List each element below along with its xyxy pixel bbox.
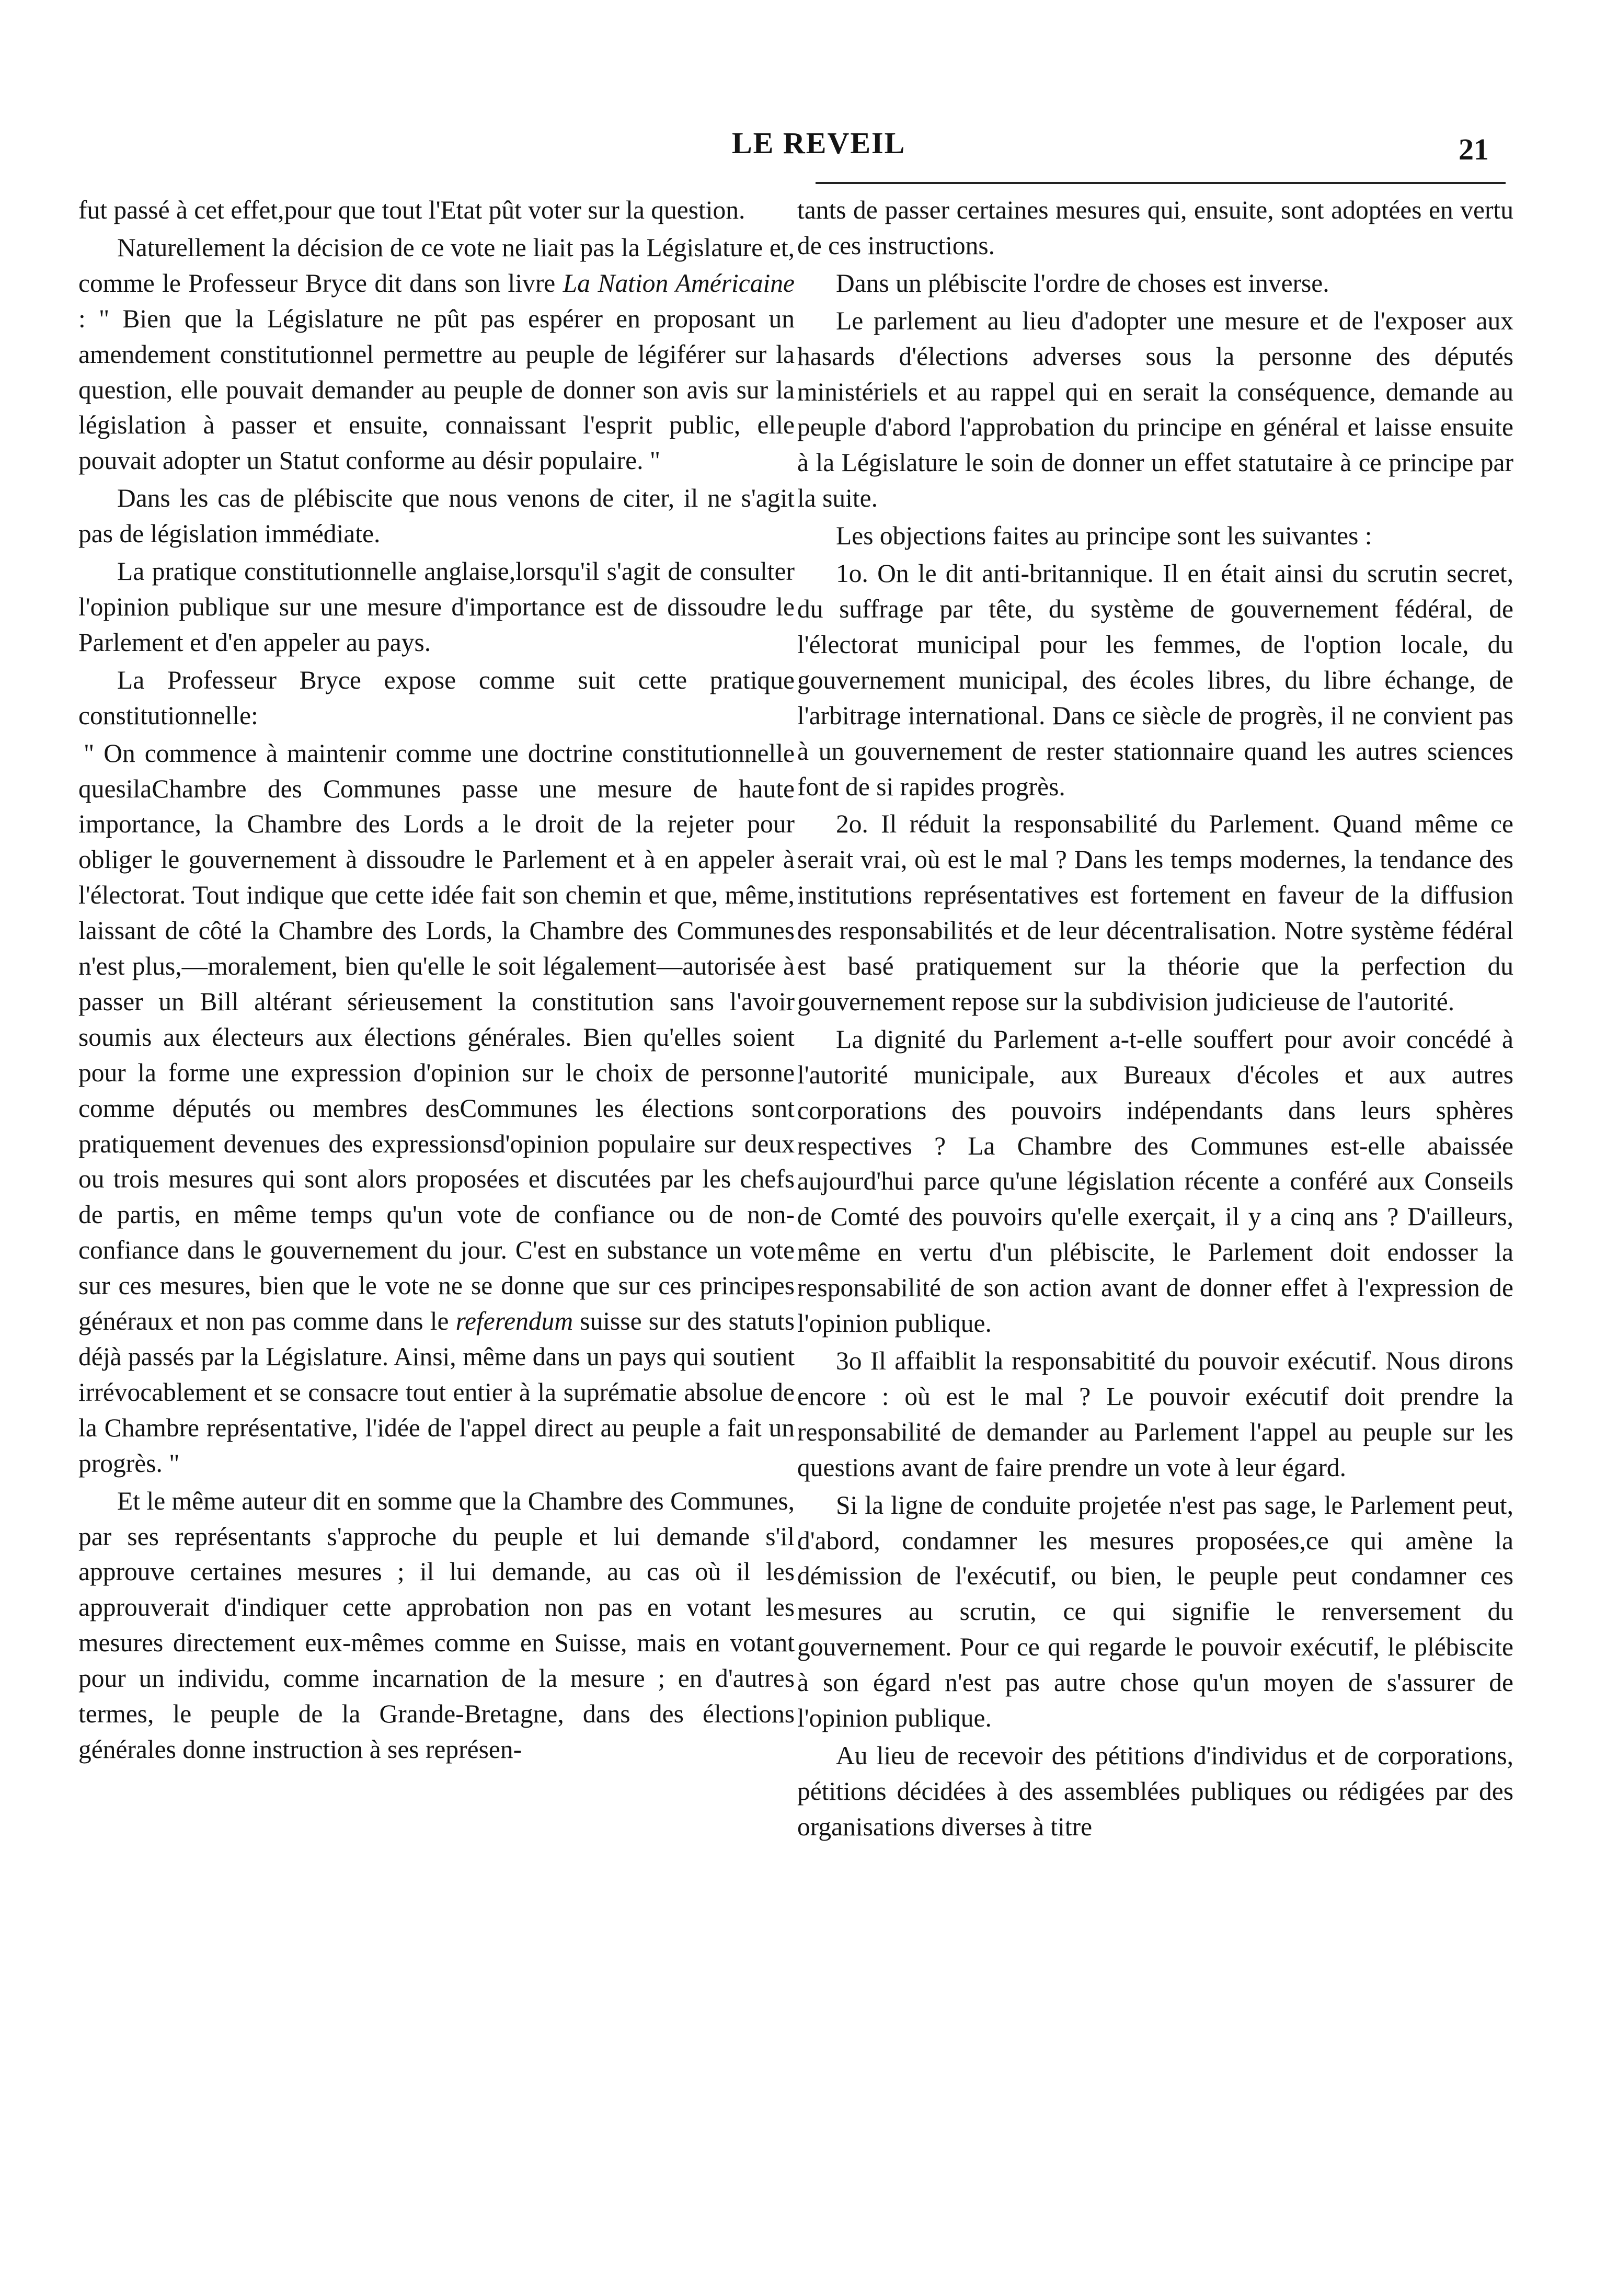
paragraph: 1o. On le dit anti-britannique. Il en était ainsi du scrutin secret, du suffrage par tête, du système de gouvernement fédéral, de l'électorat municipal pour les femmes, de l'option locale, du gouvernement municipal, des écoles libres, du libre échange, de l'arbitrage international. Dans ce siècle de progrès, il ne convient pas à un gouvernement de rester stationnaire quand les autres sciences font de si rapides progrès. xyxy=(797,559,1513,801)
right-column xyxy=(797,192,1513,1847)
left-column xyxy=(78,192,795,1769)
paragraph: fut passé à cet effet,pour que tout l'Etat pût voter sur la question. xyxy=(78,196,745,224)
paragraph: La pratique constitutionnelle anglaise,lorsqu'il s'agit de consulter l'opinion publique sur une mesure d'importance est de dissoudre le Parlement et d'en appeler au pays. xyxy=(78,557,795,657)
paragraph xyxy=(78,230,795,478)
text-run: : " Bien que la Législature ne pût pas espérer en proposant un amendement constitutionnel permettre au peuple de légiférer sur la question, elle pouvait demander au peuple de donner son avis sur la législation à passer et ensuite, connaissant l'esprit public, elle pouvait adopter un Statut conforme au désir populaire. " xyxy=(78,304,795,475)
book-title: La Nation Américaine xyxy=(563,268,795,298)
page-number: 21 xyxy=(1459,132,1489,166)
paragraph: tants de passer certaines mesures qui, ensuite, sont adoptées en vertu de ces instructions. xyxy=(797,196,1513,260)
quotation-paragraph xyxy=(78,736,795,1481)
text-run: suisse sur des statuts déjà passés par la Législature. Ainsi, même dans un pays qui soutient irrévocablement et se consacre tout entier à la suprématie absolue de la Chambre représentative, l'idée de l'appel direct au peuple a fait un progrès. " xyxy=(78,1307,795,1478)
text-run: " On commence à maintenir comme une doctrine constitutionnelle quesilaChambre des Communes passe une mesure de haute importance, la Chambre des Lords a le droit de la rejeter pour obliger le gouvernement à dissoudre le Parlement et à en appeler à l'électorat. Tout indique que cette idée fait son chemin et que, même, laissant de côté la Chambre des Lords, la Chambre des Communes n'est plus,—moralement, bien qu'elle le soit légalement—autorisée à passer un Bill altérant sérieusement la constitution sans l'avoir soumis aux électeurs aux élections générales. Bien qu'elles soient pour la forme une expression d'opinion sur le choix de personne comme députés ou membres desCommunes les élections sont pratiquement devenues des expressionsd'opinion populaire sur deux ou trois mesures qui sont alors proposées et discutées par les chefs de partis, en même temps qu'un vote de confiance ou de non-confiance dans le gouvernement du jour. C'est en substance un vote sur ces mesures, bien que le vote ne se donne que sur ces principes généraux et non pas comme dans le xyxy=(78,738,795,1336)
paragraph: La dignité du Parlement a-t-elle souffert pour avoir concédé à l'autorité municipale, aux Bureaux d'écoles et aux autres corporations des pouvoirs indépendants dans leurs sphères respectives ? La Chambre des Communes est-elle abaissée aujourd'hui parce qu'une législation récente a conféré aux Conseils de Comté des pouvoirs qu'elle exerçait, il y a cinq ans ? D'ailleurs, même en vertu d'un plébiscite, le Parlement doit endosser la responsabilité de son action avant de donner effet à l'expression de l'opinion publique. xyxy=(797,1024,1513,1338)
paragraph: 3o Il affaiblit la responsabitité du pouvoir exécutif. Nous dirons encore : où est le mal ? Le pouvoir exécutif doit prendre la responsabilité de demander au Parlement l'appel au peuple sur les questions avant de faire prendre un vote à leur égard. xyxy=(797,1346,1513,1482)
paragraph: Si la ligne de conduite projetée n'est pas sage, le Parlement peut, d'abord, condamner les mesures proposées,ce qui amène la démission de l'exécutif, ou bien, le peuple peut condamner ces mesures au scrutin, ce qui signifie le renversement du gouvernement. Pour ce qui regarde le pouvoir exécutif, le plébiscite à son égard n'est pas autre chose qu'un moyen de s'assurer de l'opinion publique. xyxy=(797,1490,1513,1733)
paragraph: Dans un plébiscite l'ordre de choses est inverse. xyxy=(836,268,1329,298)
paragraph: Au lieu de recevoir des pétitions d'individus et de corporations, pétitions décidées à des assemblées publiques ou rédigées par des organisations diverses à titre xyxy=(797,1741,1513,1841)
paragraph: La Professeur Bryce expose comme suit cette pratique constitutionnelle: xyxy=(78,665,795,730)
italic-term: referendum xyxy=(455,1307,573,1336)
paragraph: Et le même auteur dit en somme que la Chambre des Communes, par ses représentants s'approche du peuple et lui demande s'il approuve certaines mesures ; il lui demande, au cas où il les approuverait d'indiquer cette approbation non pas en votant les mesures directement eux-mêmes comme en Suisse, mais en votant pour un individu, comme incarnation de la mesure ; en d'autres termes, le peuple de la Grande-Bretagne, dans des élections générales donne instruction à ses représen- xyxy=(78,1486,795,1764)
paragraph: Dans les cas de plébiscite que nous venons de citer, il ne s'agit pas de législation immédiate. xyxy=(78,484,795,549)
paragraph: 2o. Il réduit la responsabilité du Parlement. Quand même ce serait vrai, où est le mal ? Dans les temps modernes, la tendance des institutions représentatives est fortement en faveur de la diffusion des responsabilités et de leur décentralisation. Notre système fédéral est basé pratiquement sur la théorie que la perfection du gouvernement repose sur la subdivision judicieuse de l'autorité. xyxy=(797,809,1513,1016)
paragraph: Les objections faites au principe sont les suivantes : xyxy=(836,521,1372,551)
header-rule xyxy=(816,182,1506,184)
running-header-title: LE REVEIL xyxy=(732,126,906,160)
text-run: Naturellement la décision de ce vote ne liait pas la Législature et, comme le Professeur Bryce dit dans son livre xyxy=(78,233,795,298)
paragraph: Le parlement au lieu d'adopter une mesure et de l'exposer aux hasards d'élections adverses sous la personne des députés ministériels et au rappel qui en serait la conséquence, demande au peuple d'abord l'approbation du principe en général et laisse ensuite à la Législature le soin de donner un effet statutaire à ce principe par la suite. xyxy=(797,306,1513,513)
